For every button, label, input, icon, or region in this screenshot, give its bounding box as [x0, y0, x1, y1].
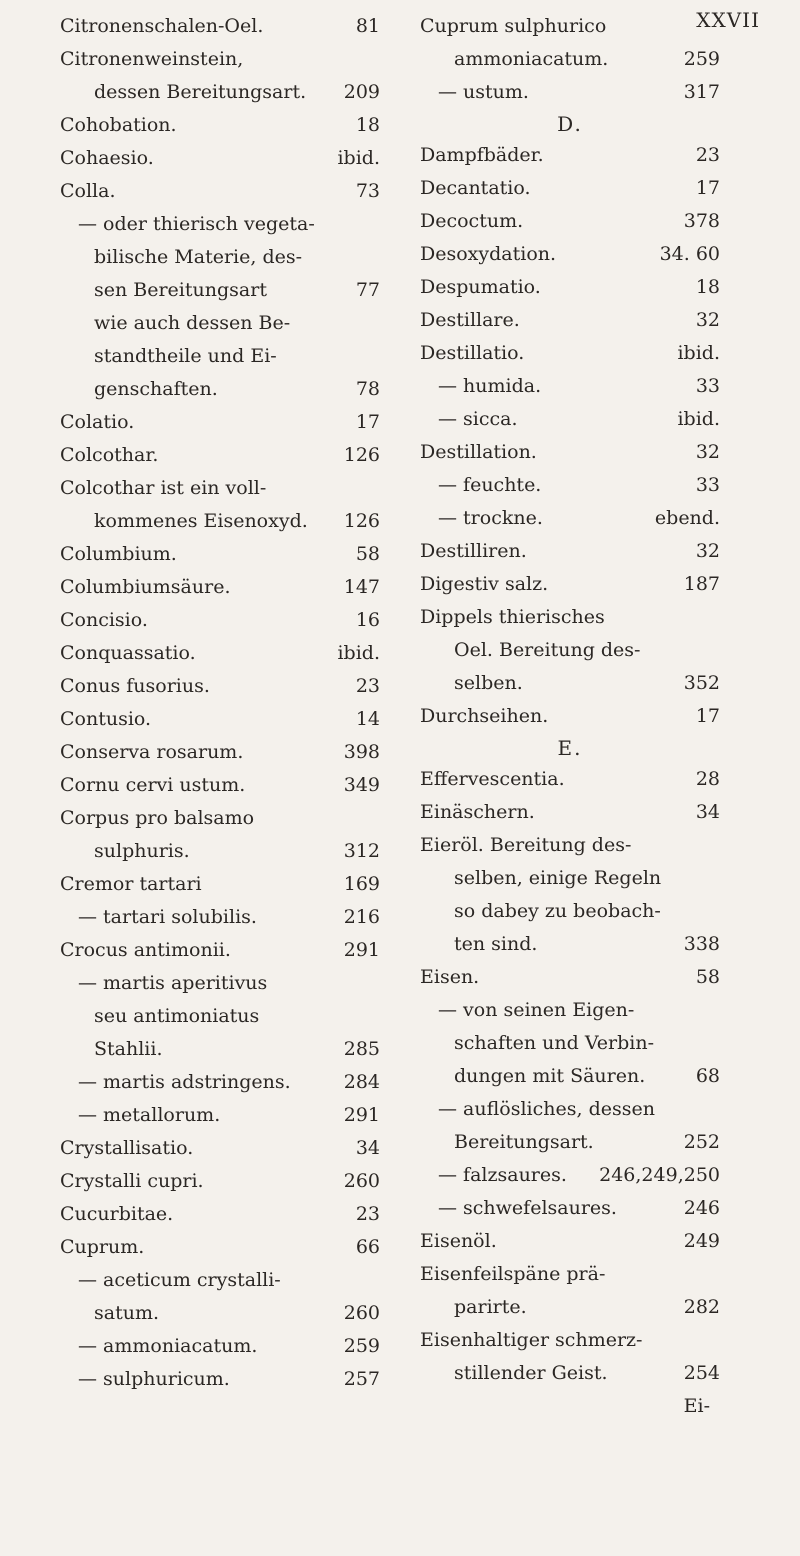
entry-page-ref: 126 — [343, 510, 380, 532]
entry-page-ref: 18 — [695, 276, 720, 298]
page-number: XXVII — [696, 8, 760, 32]
index-entry — [60, 43, 380, 76]
entry-term: Effervescentia. — [420, 768, 565, 790]
entry-term: — von seinen Eigen- — [438, 999, 635, 1021]
entry-term: — auflösliches, dessen — [438, 1098, 655, 1120]
entry-page-ref: 257 — [343, 1368, 380, 1390]
entry-term: parirte. — [454, 1296, 527, 1318]
entry-page-ref: 23 — [355, 675, 380, 697]
entry-term: selben. — [454, 672, 523, 694]
section-letter: E. — [557, 736, 583, 760]
entry-page-ref: 17 — [355, 411, 380, 433]
entry-page-ref: ibid. — [677, 342, 720, 364]
entry-page-ref: 312 — [343, 840, 380, 862]
entry-page-ref: 260 — [343, 1170, 380, 1192]
entry-page-ref: 33 — [695, 474, 720, 496]
entry-term: Decantatio. — [420, 177, 531, 199]
index-entry — [420, 535, 720, 568]
index-entry — [420, 304, 720, 337]
entry-term: Desoxydation. — [420, 243, 557, 265]
index-entry — [60, 274, 380, 307]
entry-page-ref: 14 — [355, 708, 380, 730]
entry-term: ten sind. — [454, 933, 538, 955]
entry-term: Columbiumsäure. — [60, 576, 231, 598]
entry-term: Crystalli cupri. — [60, 1170, 204, 1192]
index-entry — [60, 505, 380, 538]
entry-term: Conquassatio. — [60, 642, 196, 664]
index-entry — [420, 337, 720, 370]
index-entry — [420, 1126, 720, 1159]
entry-term: Eisenöl. — [420, 1230, 497, 1252]
entry-page-ref: 73 — [355, 180, 380, 202]
entry-page-ref: 23 — [355, 1203, 380, 1225]
entry-term: Cohobation. — [60, 114, 177, 136]
entry-term: Einäschern. — [420, 801, 535, 823]
index-entry — [420, 205, 720, 238]
entry-term: Colla. — [60, 180, 116, 202]
index-entry — [420, 139, 720, 172]
entry-page-ref: 187 — [683, 573, 720, 595]
entry-term: — oder thierisch vegeta- — [78, 213, 315, 235]
entry-term: seu antimoniatus — [94, 1005, 260, 1027]
entry-term: Durchseihen. — [420, 705, 549, 727]
index-entry — [60, 1066, 380, 1099]
entry-page-ref: 33 — [695, 375, 720, 397]
entry-page-ref: ibid. — [337, 147, 380, 169]
index-entry — [60, 10, 380, 43]
entry-page-ref: 285 — [343, 1038, 380, 1060]
index-entry — [60, 1363, 380, 1396]
entry-term: ammoniacatum. — [454, 48, 609, 70]
entry-term: Colcothar ist ein voll- — [60, 477, 267, 499]
index-entry — [420, 1357, 720, 1390]
index-entry — [60, 406, 380, 439]
entry-term: — martis adstringens. — [78, 1071, 291, 1093]
entry-term: Cuprum sulphurico — [420, 15, 607, 37]
entry-term: dessen Bereitungsart. — [94, 81, 307, 103]
entry-page-ref: 260 — [343, 1302, 380, 1324]
index-entry — [420, 763, 720, 796]
index-entry — [60, 76, 380, 109]
entry-page-ref: 32 — [695, 540, 720, 562]
index-entry — [420, 895, 720, 928]
index-entry — [60, 1330, 380, 1363]
entry-term: — ustum. — [438, 81, 529, 103]
index-entry — [420, 568, 720, 601]
entry-term: stillender Geist. — [454, 1362, 608, 1384]
entry-term: Dippels thierisches — [420, 606, 605, 628]
entry-term: sen Bereitungsart — [94, 279, 267, 301]
index-entry — [420, 1093, 720, 1126]
index-entry — [420, 634, 720, 667]
entry-term: Corpus pro balsamo — [60, 807, 255, 829]
entry-page-ref: 254 — [683, 1362, 720, 1384]
index-entry — [420, 271, 720, 304]
entry-term: Cuprum. — [60, 1236, 145, 1258]
entry-term: Decoctum. — [420, 210, 524, 232]
entry-page-ref: 18 — [355, 114, 380, 136]
entry-term: Conus fusorius. — [60, 675, 210, 697]
entry-page-ref: 246 — [683, 1197, 720, 1219]
entry-term: — schwefelsaures. — [438, 1197, 617, 1219]
entry-page-ref: 249 — [683, 1230, 720, 1252]
entry-page-ref: 147 — [343, 576, 380, 598]
entry-term: Colcothar. — [60, 444, 159, 466]
entry-page-ref: 66 — [355, 1236, 380, 1258]
index-entry — [420, 370, 720, 403]
index-entry — [420, 862, 720, 895]
entry-term: Colatio. — [60, 411, 135, 433]
index-entry — [60, 142, 380, 175]
entry-page-ref: 169 — [343, 873, 380, 895]
index-entry — [60, 472, 380, 505]
entry-page-ref: 259 — [683, 48, 720, 70]
entry-page-ref: 349 — [343, 774, 380, 796]
entry-page-ref: 398 — [343, 741, 380, 763]
index-entry — [60, 307, 380, 340]
entry-term: Oel. Bereitung des- — [454, 639, 641, 661]
index-entry — [60, 637, 380, 670]
entry-term: Ei- — [683, 1395, 710, 1417]
entry-term: — metallorum. — [78, 1104, 221, 1126]
index-entry — [60, 835, 380, 868]
entry-page-ref: 32 — [695, 309, 720, 331]
index-entry — [420, 1027, 720, 1060]
entry-term: Stahlii. — [94, 1038, 163, 1060]
index-entry — [420, 667, 720, 700]
entry-term: Concisio. — [60, 609, 148, 631]
entry-page-ref: 252 — [683, 1131, 720, 1153]
index-entry — [420, 829, 720, 862]
entry-page-ref: 78 — [355, 378, 380, 400]
entry-page-ref: 34 — [695, 801, 720, 823]
index-column-left — [60, 10, 380, 1396]
entry-page-ref: 282 — [683, 1296, 720, 1318]
index-entry — [60, 802, 380, 835]
entry-term: Eisenhaltiger schmerz- — [420, 1329, 643, 1351]
index-entry — [420, 172, 720, 205]
index-entry — [420, 76, 720, 109]
entry-term: Conserva rosarum. — [60, 741, 244, 763]
entry-term: — ammoniacatum. — [78, 1335, 258, 1357]
section-letter: D. — [557, 112, 583, 136]
entry-term: selben, einige Regeln — [454, 867, 662, 889]
entry-term: Eisenfeilspäne prä- — [420, 1263, 606, 1285]
index-entry — [420, 238, 720, 271]
index-entry — [420, 1225, 720, 1258]
entry-term: Contusio. — [60, 708, 152, 730]
index-entry — [60, 967, 380, 1000]
entry-term: — falzsaures. — [438, 1164, 567, 1186]
entry-page-ref: 291 — [343, 939, 380, 961]
entry-term: Despumatio. — [420, 276, 541, 298]
entry-term: Crocus antimonii. — [60, 939, 231, 961]
index-entry — [60, 1033, 380, 1066]
entry-term: Citronenweinstein, — [60, 48, 244, 70]
index-entry — [420, 601, 720, 634]
index-entry — [420, 1159, 720, 1192]
entry-page-ref: 216 — [343, 906, 380, 928]
entry-page-ref: 68 — [695, 1065, 720, 1087]
entry-page-ref: 81 — [355, 15, 380, 37]
entry-page-ref: 317 — [683, 81, 720, 103]
entry-term: bilische Materie, des- — [94, 246, 303, 268]
index-entry — [420, 403, 720, 436]
entry-term: Citronenschalen-Oel. — [60, 15, 264, 37]
index-entry — [60, 934, 380, 967]
index-entry — [420, 796, 720, 829]
index-entry — [60, 1198, 380, 1231]
entry-term: Destilliren. — [420, 540, 527, 562]
index-entry — [420, 994, 720, 1027]
entry-page-ref: 34. 60 — [659, 243, 720, 265]
index-entry — [60, 340, 380, 373]
entry-term: Cornu cervi ustum. — [60, 774, 246, 796]
entry-term: — martis aperitivus — [78, 972, 268, 994]
entry-page-ref: 126 — [343, 444, 380, 466]
entry-page-ref: 291 — [343, 1104, 380, 1126]
entry-page-ref: 352 — [683, 672, 720, 694]
index-entry — [60, 439, 380, 472]
index-entry — [420, 1192, 720, 1225]
entry-term: — sulphuricum. — [78, 1368, 230, 1390]
entry-term: — feuchte. — [438, 474, 542, 496]
index-entry — [60, 1000, 380, 1033]
index-entry — [60, 571, 380, 604]
index-entry — [420, 928, 720, 961]
entry-term: schaften und Verbin- — [454, 1032, 655, 1054]
index-entry — [60, 1165, 380, 1198]
index-entry — [60, 1231, 380, 1264]
index-entry — [420, 10, 720, 43]
entry-term: Dampfbäder. — [420, 144, 544, 166]
entry-term: Cucurbitae. — [60, 1203, 174, 1225]
entry-term: dungen mit Säuren. — [454, 1065, 646, 1087]
index-entry — [60, 670, 380, 703]
entry-page-ref: 378 — [683, 210, 720, 232]
entry-page-ref: ibid. — [337, 642, 380, 664]
entry-page-ref: 58 — [355, 543, 380, 565]
index-entry — [420, 502, 720, 535]
entry-page-ref: 16 — [355, 609, 380, 631]
index-entry — [60, 241, 380, 274]
index-entry — [420, 469, 720, 502]
entry-term: — humida. — [438, 375, 542, 397]
entry-page-ref: 17 — [695, 177, 720, 199]
entry-term: standtheile und Ei- — [94, 345, 277, 367]
entry-term: Digestiv salz. — [420, 573, 549, 595]
entry-term: sulphuris. — [94, 840, 190, 862]
index-entry — [60, 1297, 380, 1330]
index-entry — [420, 1060, 720, 1093]
entry-page-ref: 28 — [695, 768, 720, 790]
index-entry — [60, 604, 380, 637]
index-entry — [60, 538, 380, 571]
entry-term: — sicca. — [438, 408, 518, 430]
entry-page-ref: ibid. — [677, 408, 720, 430]
entry-term: Cohaesio. — [60, 147, 154, 169]
entry-term: Bereitungsart. — [454, 1131, 594, 1153]
entry-term: so dabey zu beobach- — [454, 900, 661, 922]
entry-page-ref: 259 — [343, 1335, 380, 1357]
index-entry — [420, 1258, 720, 1291]
entry-term: — tartari solubilis. — [78, 906, 257, 928]
index-entry — [420, 1324, 720, 1357]
index-entry — [60, 1264, 380, 1297]
index-entry — [420, 700, 720, 733]
entry-page-ref: 32 — [695, 441, 720, 463]
index-entry — [60, 901, 380, 934]
entry-page-ref: 77 — [355, 279, 380, 301]
entry-term: Destillation. — [420, 441, 537, 463]
entry-term: Columbium. — [60, 543, 177, 565]
index-entry — [60, 703, 380, 736]
entry-term: Eisen. — [420, 966, 480, 988]
entry-term: wie auch dessen Be- — [94, 312, 291, 334]
index-entry — [60, 868, 380, 901]
entry-term: kommenes Eisenoxyd. — [94, 510, 308, 532]
catchword — [420, 1390, 720, 1423]
entry-page-ref: 17 — [695, 705, 720, 727]
index-entry — [60, 769, 380, 802]
index-entry — [60, 1132, 380, 1165]
entry-page-ref: 338 — [683, 933, 720, 955]
entry-term: — trockne. — [438, 507, 543, 529]
entry-term: Destillare. — [420, 309, 520, 331]
index-entry — [420, 961, 720, 994]
entry-page-ref: 34 — [355, 1137, 380, 1159]
entry-page-ref: 284 — [343, 1071, 380, 1093]
entry-term: Destillatio. — [420, 342, 525, 364]
entry-page-ref: 246,249,250 — [599, 1164, 720, 1186]
entry-term: — aceticum crystalli- — [78, 1269, 281, 1291]
index-entry — [60, 373, 380, 406]
entry-term: satum. — [94, 1302, 160, 1324]
index-entry — [60, 736, 380, 769]
entry-page-ref: ebend. — [654, 507, 720, 529]
entry-page-ref: 58 — [695, 966, 720, 988]
index-entry — [60, 175, 380, 208]
index-entry — [420, 436, 720, 469]
entry-term: Crystallisatio. — [60, 1137, 194, 1159]
index-column-right — [420, 10, 720, 1423]
index-entry — [60, 1099, 380, 1132]
index-entry — [420, 43, 720, 76]
entry-page-ref: 23 — [695, 144, 720, 166]
entry-term: Cremor tartari — [60, 873, 202, 895]
entry-page-ref: 209 — [343, 81, 380, 103]
entry-term: genschaften. — [94, 378, 218, 400]
entry-term: Eieröl. Bereitung des- — [420, 834, 632, 856]
index-entry — [420, 1291, 720, 1324]
index-entry — [60, 208, 380, 241]
index-entry — [60, 109, 380, 142]
